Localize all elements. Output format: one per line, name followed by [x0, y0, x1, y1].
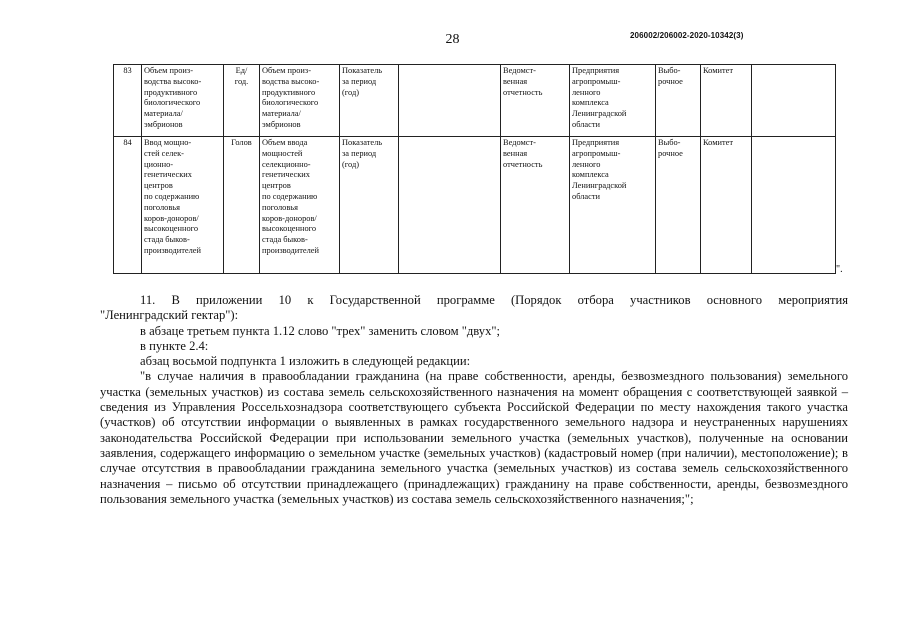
observation-object: Предприятия агропромыш- ленного комплекса Ленинградской области: [570, 137, 656, 274]
extra-cell: [752, 65, 836, 137]
data-source: Ведомст- венная отчетность: [501, 65, 570, 137]
responsible-body: Комитет: [701, 137, 752, 274]
survey-method: Выбо- рочное: [656, 65, 701, 137]
table-row: [114, 65, 836, 137]
paragraph-subclause-1: абзац восьмой подпункта 1 изложить в следующей редакции:: [140, 354, 471, 369]
paragraph-new-wording: "в случае наличия в правообладании гражданина (на праве собственности, аренды, безвозмездного пользования) земельного участка (земельных участков) из состава земель сельскохозяйственного назначения на момент обращения с соответствующей заявкой – сведения из Управления Россельхознадзора соответствующего субъекта Российской Федерации по месту нахождения такого участка (участков) об отсутствии информации о выявленных в рамках государственного земельного надзора и неустраненных нарушениях законодательства Российской Федерации при использовании земельного участка (земельных участков), полученные на основании заявления, содержащего информацию о земельном участке (земельных участков) (кадастровый номер (при наличии), местоположение); в случае отсутствия в правообладании гражданина земельного участка (земельных участков) из состава земель сельскохозяйственного назначения – письмо об отсутствии принадлежащего (принадлежащих) гражданину на праве собственности, аренды, безвозмездного пользования земельного участка (земельных участков) из состава земель сельскохозяйственного назначения;";: [100, 369, 848, 506]
extra-cell: [752, 137, 836, 274]
row-number: 83: [114, 65, 142, 137]
page-number: 28: [445, 32, 460, 47]
indicators-table: [113, 64, 836, 274]
calculation-formula: [399, 65, 501, 137]
survey-method: Выбо- рочное: [656, 137, 701, 274]
indicator-type: Показатель за период (год): [340, 137, 399, 274]
paragraph-11-line-1: 11. В приложении 10 к Государственной программе (Порядок отбора участников основного мероприятия: [140, 293, 848, 307]
indicator-definition: Объем ввода мощностей селекционно- генетических центров по содержанию поголовья коров-доноров/ высокоценного стада быков- производителей: [260, 137, 340, 274]
calculation-formula: [399, 137, 501, 274]
unit-of-measure: Голов: [224, 137, 260, 274]
indicator-name: Объем произ- водства высоко- продуктивного биологического материала/ эмбрионов: [142, 65, 224, 137]
data-source: Ведомст- венная отчетность: [501, 137, 570, 274]
row-number: 84: [114, 137, 142, 274]
table-row: [114, 137, 836, 274]
document-id: 206002/206002-2020-10342(3): [630, 31, 744, 40]
indicator-type: Показатель за период (год): [340, 65, 399, 137]
observation-object: Предприятия агропромыш- ленного комплекса Ленинградской области: [570, 65, 656, 137]
indicator-name: Ввод мощно- стей селек- ционно- генетических центров по содержанию поголовья коров-доноров/ высокоценного стада быков- производителей: [142, 137, 224, 274]
unit-of-measure: Ед/ год.: [224, 65, 260, 137]
closing-quote: ".: [836, 264, 843, 275]
paragraph-clause-1-12: в абзаце третьем пункта 1.12 слово "трех" заменить словом "двух";: [140, 323, 501, 338]
indicator-definition: Объем произ- водства высоко- продуктивного биологического материала/ эмбрионов: [260, 65, 340, 137]
paragraph-11-line-2: "Ленинградский гектар"):: [100, 308, 239, 323]
responsible-body: Комитет: [701, 65, 752, 137]
amendment-text: [100, 293, 848, 507]
paragraph-clause-2-4: в пункте 2.4:: [140, 338, 209, 353]
